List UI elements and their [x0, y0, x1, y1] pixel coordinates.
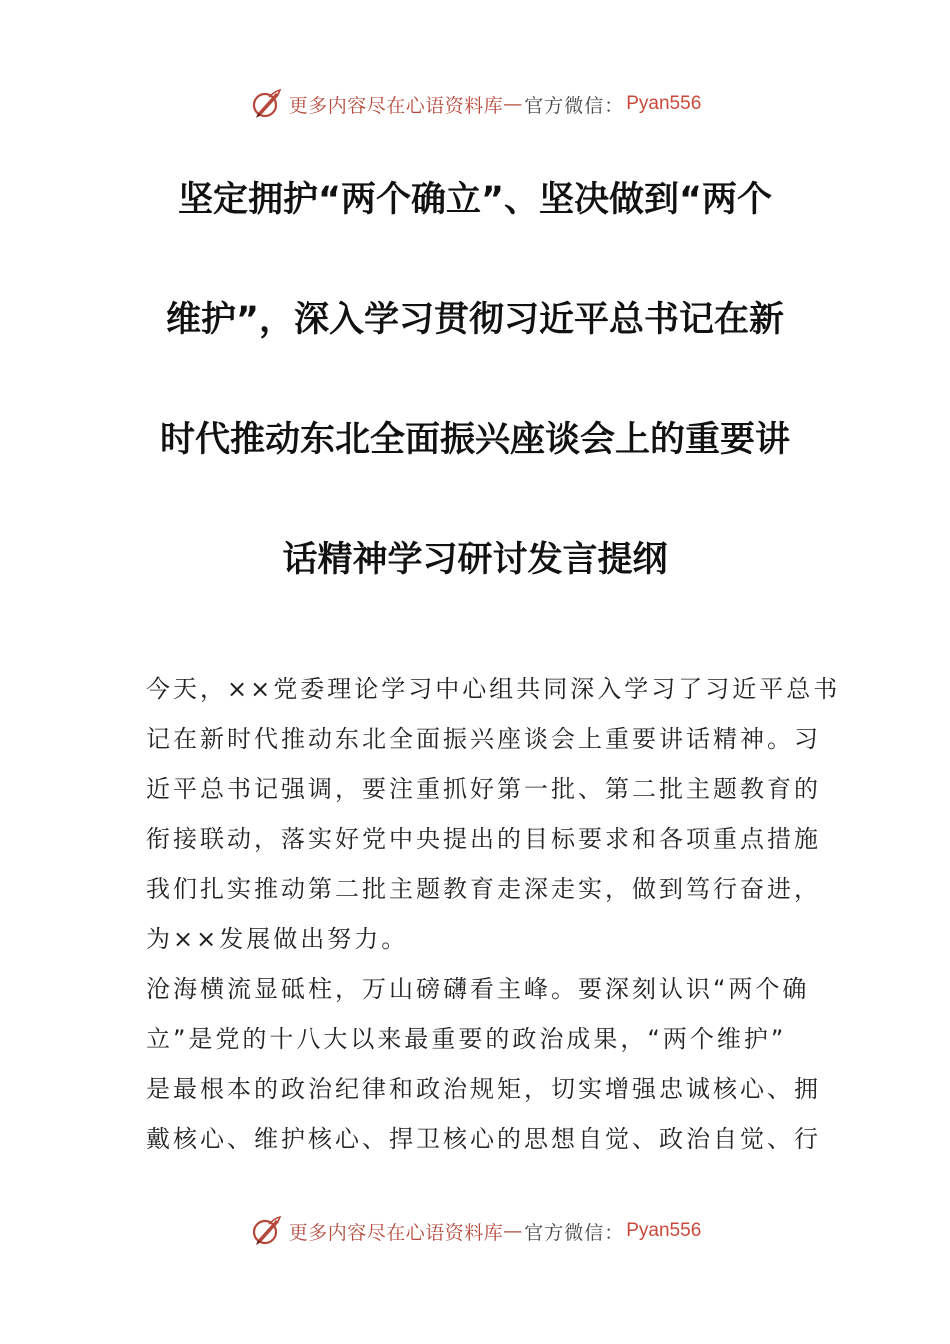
body-line: 记在新时代推动东北全面振兴座谈会上重要讲话精神。习 [146, 725, 821, 753]
body-line: 为××发展做出努力。 [146, 925, 409, 953]
body-line: 衔接联动，落实好党中央提出的目标要求和各项重点措施 [146, 825, 821, 853]
header-watermark-banner [0, 84, 950, 124]
footer-watermark-banner [0, 1211, 950, 1251]
body-line: 近平总书记强调，要注重抓好第一批、第二批主题教育的 [146, 775, 821, 803]
banner-wechat-label: 官方微信： [524, 94, 625, 117]
title-line: 维护”，深入学习贯彻习近平总书记在新 [165, 300, 784, 340]
title-line: 时代推动东北全面振兴座谈会上的重要讲 [159, 420, 790, 460]
body-line: 戴核心、维护核心、捍卫核心的思想自觉、政治自觉、行 [146, 1125, 821, 1153]
body-line: 今天，××党委理论学习中心组共同深入学习了习近平总书 [146, 675, 841, 703]
title-line: 坚定拥护“两个确立”、坚决做到“两个 [177, 180, 772, 220]
body-line: 是最根本的政治纪律和政治规矩，切实增强忠诚核心、拥 [146, 1075, 821, 1103]
banner-wechat-id: Pyan556 [626, 1220, 702, 1241]
document-body [146, 664, 841, 1164]
body-line: 我们扎实推动第二批主题教育走深走实，做到笃行奋进， [146, 875, 821, 903]
document-title [150, 168, 800, 648]
banner-dash: — [503, 93, 523, 115]
banner-wechat-id: Pyan556 [626, 93, 702, 114]
body-line: 立”是党的十八大以来最重要的政治成果，“两个维护” [146, 1025, 787, 1053]
title-line: 话精神学习研讨发言提纲 [282, 540, 668, 580]
banner-dash: — [503, 1220, 523, 1242]
quill-pen-logo-icon [249, 1214, 283, 1248]
quill-pen-logo-icon [249, 87, 283, 121]
banner-wechat-label: 官方微信： [524, 1221, 625, 1244]
banner-main-text: 更多内容尽在心语资料库 [288, 1221, 504, 1244]
body-line: 沧海横流显砥柱，万山磅礴看主峰。要深刻认识“两个确 [146, 975, 810, 1003]
banner-main-text: 更多内容尽在心语资料库 [288, 94, 504, 117]
